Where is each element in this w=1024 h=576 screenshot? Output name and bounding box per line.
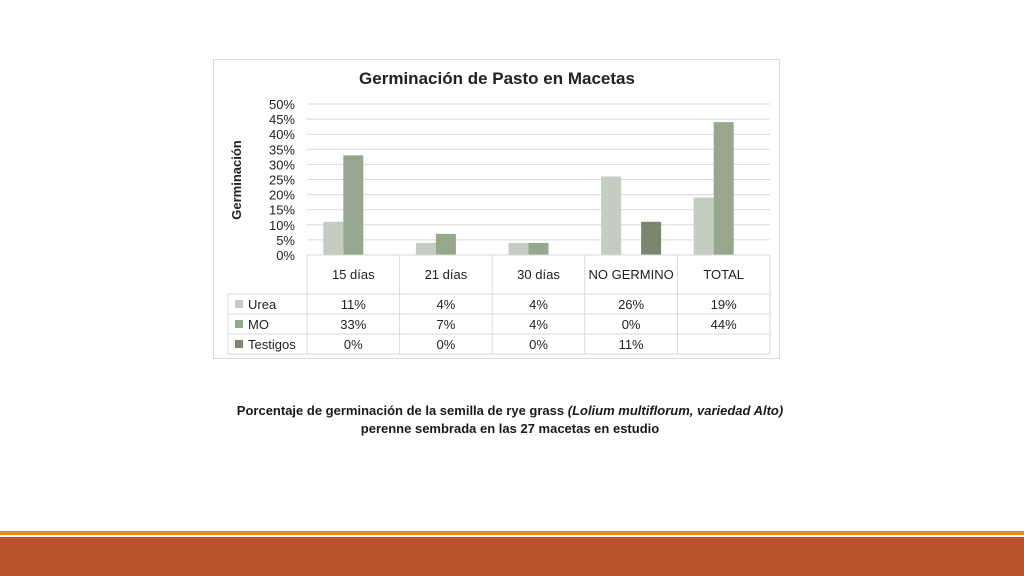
x-tick-label: 30 días — [517, 267, 560, 282]
bar-mo — [343, 155, 363, 255]
x-tick-label: 15 días — [331, 267, 375, 282]
y-tick-label: 25% — [268, 172, 295, 188]
bar-mo — [714, 122, 734, 255]
bar-urea — [323, 222, 343, 255]
bar-urea — [601, 176, 621, 255]
legend-key-mo — [235, 320, 243, 328]
x-tick-label: NO GERMINO — [588, 267, 674, 282]
footer-accent-line — [0, 531, 1024, 535]
y-tick-label: 50% — [268, 97, 295, 112]
y-tick-label: 45% — [268, 112, 295, 128]
caption-text-2: perenne sembrada en las 27 macetas en estudio — [360, 421, 660, 436]
bar-urea — [509, 243, 529, 255]
data-label: 11% — [340, 297, 366, 312]
legend-key-testigos — [235, 340, 243, 348]
caption-text: Porcentaje de germinación de la semilla de rye grass — [236, 403, 568, 418]
data-label: 4% — [529, 317, 548, 332]
caption — [180, 402, 840, 438]
bar-urea — [694, 198, 714, 255]
y-tick-label: 15% — [268, 202, 295, 218]
bar-testigos — [641, 222, 661, 255]
y-tick-label: 0% — [276, 248, 295, 263]
y-axis-label: Germinación — [229, 140, 244, 220]
bar-mo — [529, 243, 549, 255]
caption-italic: (Lolium multiflorum, variedad Alto) — [567, 403, 784, 418]
data-label: 0% — [621, 317, 641, 332]
y-tick-label: 30% — [268, 157, 295, 173]
data-label: 0% — [529, 337, 548, 352]
data-label: 19% — [710, 297, 737, 312]
chart-frame — [213, 59, 780, 359]
data-label: 0% — [436, 337, 456, 352]
data-label: 7% — [436, 317, 456, 332]
data-label: 33% — [340, 317, 367, 332]
data-label: 4% — [436, 297, 456, 312]
data-label: 0% — [343, 337, 363, 352]
data-label: 44% — [710, 317, 737, 332]
x-tick-label: 21 días — [424, 267, 468, 282]
y-tick-label: 40% — [268, 127, 295, 143]
legend-key-urea — [235, 300, 243, 308]
legend-label: Testigos — [248, 337, 296, 352]
footer-band — [0, 537, 1024, 576]
legend-label: MO — [248, 317, 269, 332]
chart-svg — [214, 60, 781, 360]
data-label: 26% — [618, 297, 645, 312]
y-tick-label: 20% — [268, 187, 295, 203]
bar-mo — [436, 234, 456, 255]
y-tick-label: 35% — [268, 142, 295, 158]
data-label: 4% — [529, 297, 548, 312]
chart-title: Germinación de Pasto en Macetas — [359, 69, 635, 88]
legend-label: Urea — [248, 297, 277, 312]
data-label: 11% — [618, 337, 644, 352]
y-tick-label: 5% — [276, 232, 295, 248]
x-tick-label: TOTAL — [703, 267, 745, 282]
y-tick-label: 10% — [268, 217, 295, 233]
bar-urea — [416, 243, 436, 255]
